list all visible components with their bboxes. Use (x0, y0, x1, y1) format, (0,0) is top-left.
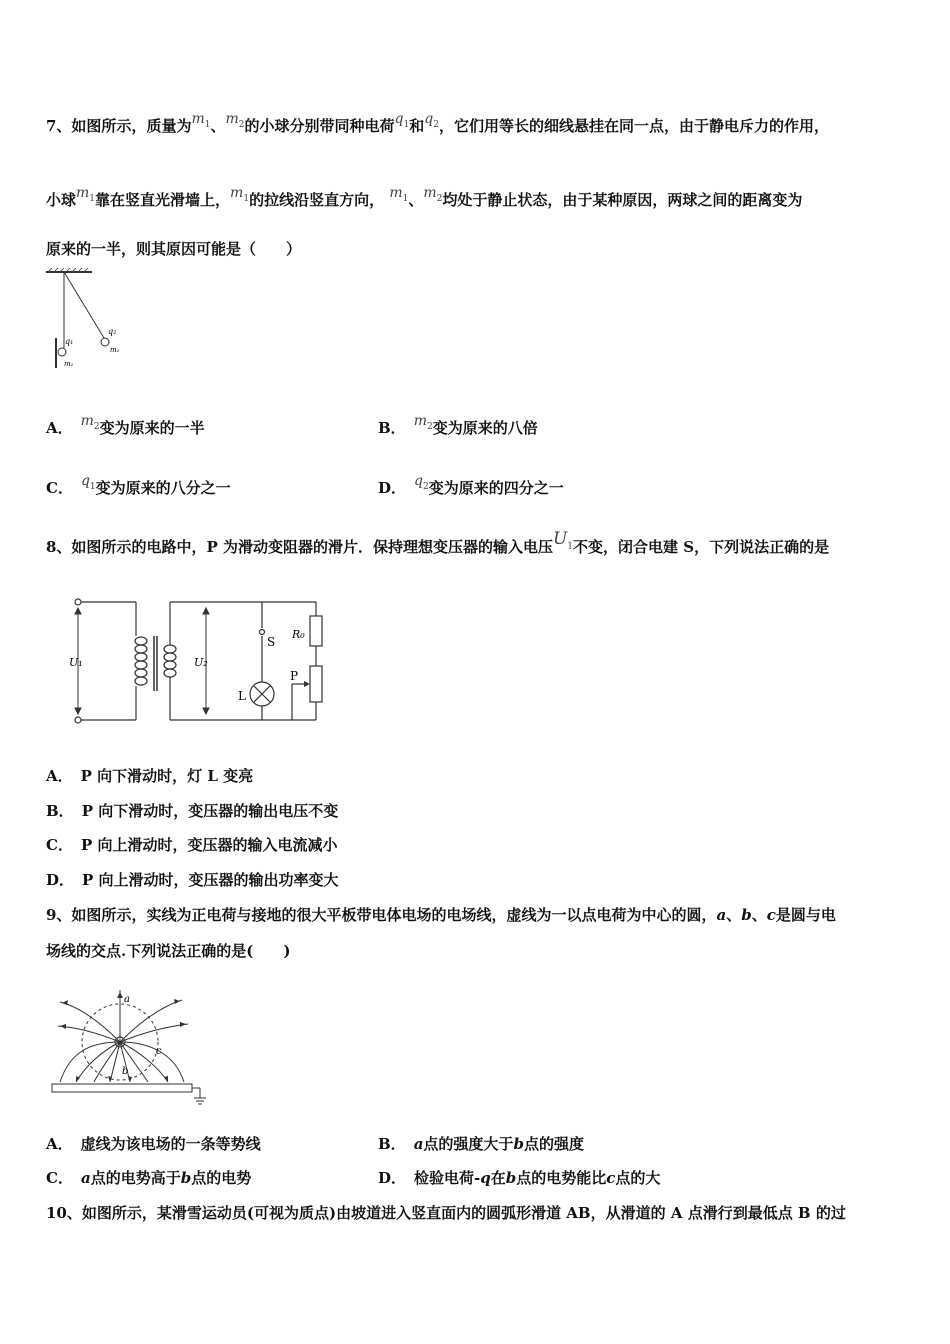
label-s: S (267, 635, 276, 649)
q7-m1-symbol: $m_1$ (191, 111, 211, 130)
rheostat (310, 666, 322, 702)
switch-contact (260, 630, 265, 635)
q9-option-a[interactable]: A． 虚线为该电场的一条等势线 (46, 1135, 261, 1153)
q7-m1-symbol: $m_1$ (389, 185, 409, 204)
q9-option-c[interactable]: C． a点的电势高于b点的电势 (46, 1169, 252, 1187)
q7-pendulum-figure (40, 268, 140, 373)
q7-m1-symbol: $m_1$ (76, 185, 96, 204)
ball-m1 (58, 348, 66, 356)
label-l: L (238, 689, 246, 703)
q8-option-c[interactable]: C． P 向上滑动时，变压器的输入电流减小 (46, 836, 338, 854)
label-a: a (124, 994, 130, 1005)
label-q1: q₁ (65, 337, 74, 346)
q9-option-d[interactable]: D． 检验电荷-q在b点的电势能比c点的大 (378, 1169, 661, 1187)
q9-stem-line1: 9、如图所示，实线为正电荷与接地的很大平板带电体电场的电场线，虚线为一以点电荷为中心的圆，a、b、c是圆与电 (46, 906, 836, 924)
q8-option-a[interactable]: A． P 向下滑动时，灯 L 变亮 (46, 767, 254, 785)
label-q2: q₂ (108, 327, 117, 336)
q8-stem: 8、如图所示的电路中，P 为滑动变阻器的滑片．保持理想变压器的输入电压$U_1$不变，闭合电建 S，下列说法正确的是 (46, 529, 830, 556)
label-u1: U₁ (69, 656, 83, 669)
q7-option-d[interactable]: D． $q_2$变为原来的四分之一 (378, 473, 564, 497)
label-r0: R₀ (292, 628, 305, 641)
label-b: b (122, 1066, 129, 1077)
ball-m2 (101, 338, 109, 346)
label-c: c (156, 1046, 162, 1057)
q10-stem: 10、如图所示，某滑雪运动员(可视为质点)由坡道进入竖直面内的圆弧形滑道 AB，从滑道的 A 点滑行到最低点 B 的过 (46, 1204, 846, 1222)
q8-u1-symbol: $U_1$ (552, 529, 574, 552)
thread-m2 (64, 272, 104, 338)
q8-option-d[interactable]: D． P 向上滑动时，变压器的输出功率变大 (46, 871, 339, 889)
input-terminal-bottom (75, 717, 81, 723)
q9-stem-line2: 场线的交点.下列说法正确的是( ) (46, 942, 291, 960)
secondary-coil (164, 645, 176, 677)
q7-text: 7、如图所示，质量为 (46, 117, 192, 135)
q7-stem-line1: 7、如图所示，质量为$m_1$、$m_2$的小球分别带同种电荷$q_1$和$q_2$，它们用等长的细线悬挂在同一点，由于静电斥力的作用， (46, 111, 829, 135)
q9-field-figure (50, 982, 210, 1112)
label-u2: U₂ (194, 656, 208, 669)
q7-q1-symbol: $q_1$ (394, 111, 410, 130)
q7-option-c[interactable]: C． $q_1$变为原来的八分之一 (46, 473, 231, 497)
q7-option-b[interactable]: B． $m_2$变为原来的八倍 (378, 413, 538, 437)
q8-circuit-figure (66, 596, 336, 731)
q7-m1-symbol: $m_1$ (230, 185, 250, 204)
label-m2: m₂ (110, 346, 120, 354)
q7-option-a[interactable]: A． $m_2$变为原来的一半 (46, 413, 205, 437)
q7-stem-line3: 原来的一半，则其原因可能是（ ） (46, 240, 302, 258)
label-p: P (290, 669, 299, 683)
q7-m2-symbol: $m_2$ (423, 185, 443, 204)
q7-q2-symbol: $q_2$ (424, 111, 439, 130)
primary-coil (135, 637, 147, 685)
input-terminal-top (75, 599, 81, 605)
resistor-r0 (310, 616, 322, 646)
grounded-plate (52, 1084, 192, 1092)
q7-m2-symbol: $m_2$ (225, 111, 245, 130)
label-m1: m₁ (64, 360, 74, 368)
q8-option-b[interactable]: B． P 向下滑动时，变压器的输出电压不变 (46, 802, 339, 820)
q7-stem-line2: 小球$m_1$靠在竖直光滑墙上，$m_1$的拉线沿竖直方向， $m_1$、$m_2$均处于静止状态，由于某种原因，两球之间的距离变为 (46, 185, 803, 209)
q9-option-b[interactable]: B． a点的强度大于b点的强度 (378, 1135, 584, 1153)
